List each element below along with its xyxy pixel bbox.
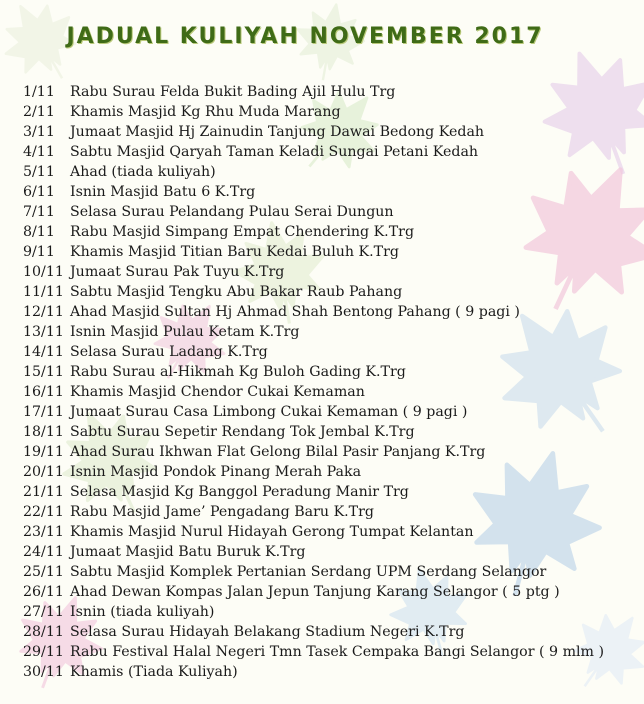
schedule-row [23,222,604,242]
schedule-date: 29/11 [23,644,64,660]
schedule-row [23,202,604,222]
schedule-row [23,362,604,382]
schedule-venue: Selasa Masjid Kg Banggol Peradung Manir Trg [70,484,409,500]
schedule-date: 21/11 [23,484,64,500]
schedule-venue: Rabu Festival Halal Negeri Tmn Tasek Cempaka Bangi Selangor ( 9 mlm ) [70,644,605,660]
schedule-row [23,322,604,342]
schedule-row [23,342,604,362]
schedule-venue: Jumaat Surau Pak Tuyu K.Trg [70,264,285,280]
schedule-date: 12/11 [23,304,64,320]
schedule-venue: Ahad Dewan Kompas Jalan Jepun Tanjung Karang Selangor ( 5 ptg ) [70,584,560,600]
schedule-date: 1/11 [23,84,55,100]
schedule-venue: Sabtu Masjid Komplek Pertanian Serdang UPM Serdang Selangor [70,564,547,580]
schedule-venue: Isnin Masjid Pulau Ketam K.Trg [70,324,300,340]
schedule-date: 30/11 [23,664,64,680]
schedule-row [23,642,604,662]
schedule-venue: Rabu Surau al-Hikmah Kg Buloh Gading K.Trg [70,364,406,380]
schedule-venue: Khamis Masjid Titian Baru Kedai Buluh K.Trg [70,244,399,260]
schedule-venue: Sabtu Surau Sepetir Rendang Tok Jembal K.Trg [70,424,415,440]
schedule-date: 15/11 [23,364,64,380]
schedule-venue: Khamis Masjid Chendor Cukai Kemaman [70,384,365,400]
schedule-venue: Rabu Masjid Simpang Empat Chendering K.Trg [70,224,415,240]
schedule-date: 9/11 [23,244,55,260]
schedule-date: 19/11 [23,444,64,460]
schedule-venue: Sabtu Masjid Qaryah Taman Keladi Sungai Petani Kedah [70,144,479,160]
schedule-date: 16/11 [23,384,64,400]
schedule-row [23,382,604,402]
schedule-venue: Jumaat Masjid Hj Zainudin Tanjung Dawai Bedong Kedah [70,124,485,140]
schedule-row [23,582,604,602]
schedule-row [23,542,604,562]
schedule-venue: Sabtu Masjid Tengku Abu Bakar Raub Pahang [70,284,403,300]
schedule-row [23,602,604,622]
schedule-date: 17/11 [23,404,64,420]
schedule-row [23,182,604,202]
schedule-date: 14/11 [23,344,64,360]
schedule-venue: Rabu Masjid Jame’ Pengadang Baru K.Trg [70,504,375,520]
schedule-date: 5/11 [23,164,55,180]
schedule-date: 10/11 [23,264,64,280]
schedule-venue: Khamis Masjid Kg Rhu Muda Marang [70,104,341,120]
schedule-row [23,442,604,462]
schedule-date: 7/11 [23,204,55,220]
schedule-date: 26/11 [23,584,64,600]
schedule-venue: Selasa Surau Hidayah Belakang Stadium Negeri K.Trg [70,624,465,640]
schedule-date: 18/11 [23,424,64,440]
schedule-venue: Selasa Surau Ladang K.Trg [70,344,268,360]
schedule-date: 13/11 [23,324,64,340]
schedule-venue: Khamis Masjid Nurul Hidayah Gerong Tumpat Kelantan [70,524,474,540]
schedule-row [23,562,604,582]
schedule-row [23,422,604,442]
schedule-date: 20/11 [23,464,64,480]
page-title: JADUAL KULIYAH NOVEMBER 2017 [66,24,544,49]
schedule-date: 23/11 [23,524,64,540]
schedule-date: 3/11 [23,124,55,140]
schedule-row [23,142,604,162]
schedule-venue: Jumaat Masjid Batu Buruk K.Trg [70,544,306,560]
schedule-date: 27/11 [23,604,64,620]
schedule-date: 22/11 [23,504,64,520]
schedule-row [23,102,604,122]
schedule-row [23,462,604,482]
schedule-venue: Ahad Masjid Sultan Hj Ahmad Shah Bentong Pahang ( 9 pagi ) [70,304,520,320]
schedule-row [23,282,604,302]
schedule-venue: Isnin Masjid Pondok Pinang Merah Paka [70,464,362,480]
schedule-date: 28/11 [23,624,64,640]
schedule-row [23,82,604,102]
schedule-row [23,622,604,642]
schedule-date: 11/11 [23,284,64,300]
schedule-row [23,122,604,142]
schedule-date: 25/11 [23,564,64,580]
schedule-date: 6/11 [23,184,55,200]
schedule-venue: Jumaat Surau Casa Limbong Cukai Kemaman ( 9 pagi ) [70,404,468,420]
schedule-row [23,242,604,262]
schedule-date: 24/11 [23,544,64,560]
schedule-venue: Ahad (tiada kuliyah) [70,164,216,180]
schedule-venue: Selasa Surau Pelandang Pulau Serai Dungun [70,204,394,220]
schedule-date: 2/11 [23,104,55,120]
schedule-venue: Khamis (Tiada Kuliyah) [70,664,238,680]
schedule-row [23,302,604,322]
schedule-row [23,522,604,542]
schedule-date: 8/11 [23,224,55,240]
schedule-row [23,502,604,522]
schedule-row [23,662,604,682]
schedule-venue: Isnin (tiada kuliyah) [70,604,215,620]
schedule-row [23,162,604,182]
schedule-row [23,402,604,422]
schedule-row [23,262,604,282]
schedule-row [23,482,604,502]
schedule-venue: Rabu Surau Felda Bukit Bading Ajil Hulu Trg [70,84,396,100]
schedule-date: 4/11 [23,144,55,160]
schedule-venue: Isnin Masjid Batu 6 K.Trg [70,184,256,200]
schedule-venue: Ahad Surau Ikhwan Flat Gelong Bilal Pasir Panjang K.Trg [70,444,486,460]
schedule-list [23,82,604,682]
